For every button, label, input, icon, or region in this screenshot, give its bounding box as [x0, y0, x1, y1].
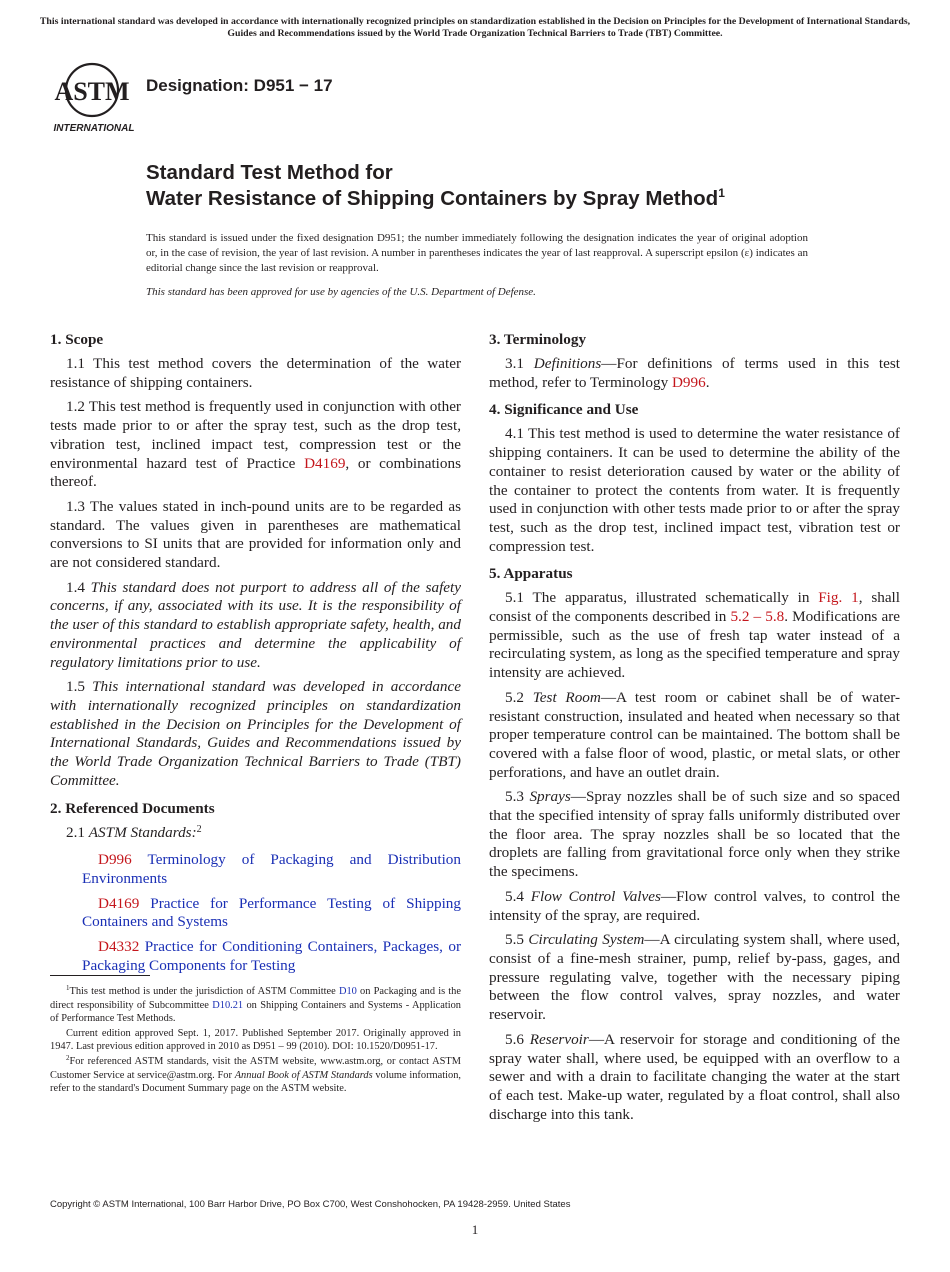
header-notice: This international standard was developed in accordance with internationally recognized principles on standardization established in the Decision on Principles for the Development of International Standards, Guides and Recommendations issued by the World Trade Organization Technical Barriers to Trade (TBT) Committee.	[39, 16, 911, 39]
reference-item	[50, 895, 461, 932]
para-5-2: 5.2 Test Room—A test room or cabinet shall be of water-resistant construction, insulated and heated when necessary so that proper temperature control can be maintained. The bottom shall be covered with a false floor of wood, plastic, or metal slats, or other perforations, and have an outlet drain.	[489, 688, 901, 781]
footnote-1-edition: Current edition approved Sept. 1, 2017. Published September 2017. Originally approved in 1947. Last previous edition approved in 2010 as D951 – 99 (2010). DOI: 10.1520/D0951-17.	[50, 1028, 461, 1052]
section-scope-heading: 1. Scope	[50, 331, 104, 348]
issue-note: This standard is issued under the fixed designation D951; the number immediately following the designation indicates the year of original adoption or, in the case of revision, the year of last revision. A number in parentheses indicates the year of last reapproval. A superscript epsilon (ε) indicates an editorial change since the last revision or reapproval.	[146, 232, 808, 274]
link-sections-5-2-5-8[interactable]: 5.2 – 5.8	[730, 608, 785, 626]
document-title	[146, 160, 866, 214]
para-5-5: 5.5 Circulating System—A circulating system shall, where used, consist of a fine-mesh strainer, pump, relief by-pass, gages, and pressure regulating valve, together with the necessary piping between the flow control valves, spray nozzles, and water reservoir.	[489, 931, 900, 1024]
astm-standards-label: 2.1 ASTM Standards:$^2$	[66, 824, 202, 842]
para-5-3: 5.3 Sprays—Spray nozzles shall be of such size and so spaced that the specified intensity of spray falls uniformly distributed over the floor area. The spray nozzles shall be so located that the droplets are falling from gravitational force only when they strike the specimens.	[489, 788, 900, 881]
title-footnote-mark[interactable]: 1	[718, 186, 725, 200]
page-number: 1	[471, 1222, 479, 1237]
left-column	[50, 330, 461, 981]
link-d4169[interactable]: D4169	[98, 894, 140, 912]
footnote-2: $^2$For referenced ASTM standards, visit the ASTM website, www.astm.org, or contact ASTM Customer Service at service@astm.org. For Annual Book of ASTM Standards volume information, refer to the standard's Document Summary page on the ASTM website.	[50, 1054, 461, 1094]
title-line-1: Standard Test Method for	[146, 161, 393, 184]
svg-text:ASTM: ASTM	[54, 77, 130, 106]
section-significance-heading: 4. Significance and Use	[489, 401, 639, 419]
para-5-4: 5.4 Flow Control Valves—Flow control valves, to control the intensity of the spray, are required.	[489, 887, 900, 924]
para-5-6: 5.6 Reservoir—A reservoir for storage and conditioning of the spray water shall, where used, be equipped with an overflow to a sewer and with a drain to facilitate changing the water at the start of each test. Make-up water, regulated by a float control, shall also discharge into this tank.	[489, 1030, 901, 1123]
link-d4332[interactable]: D4332	[98, 937, 140, 955]
para-1-4: 1.4 This standard does not purport to address all of the safety concerns, if any, associated with its use. It is the responsibility of the user of this standard to establish appropriate safety, health, and environmental practices and determine the applicability of regulatory limitations prior to use.	[50, 578, 462, 671]
reference-item	[50, 851, 461, 888]
reference-title[interactable]: Practice for Performance Testing of Shipping Containers and Systems	[82, 894, 461, 931]
footnote-divider	[50, 975, 150, 976]
designation: Designation: D951 − 17	[146, 76, 333, 95]
link-d10[interactable]: D10	[338, 986, 357, 997]
section-apparatus-heading: 5. Apparatus	[489, 565, 573, 583]
approved-note: This standard has been approved for use by agencies of the U.S. Department of Defense.	[146, 286, 536, 298]
para-3-1: 3.1 Definitions—For definitions of terms used in this test method, refer to Terminology D996.	[489, 355, 901, 391]
link-fig-1[interactable]: Fig. 1	[818, 589, 859, 607]
para-1-5: 1.5 This international standard was developed in accordance with internationally recognized principles on standardization established in the Decision on Principles for the Development of International Standards, Guides and Recommendations issued by the World Trade Organization Technical Barriers to Trade (TBT) Committee.	[50, 678, 462, 789]
footnote-1: $^1$This test method is under the jurisdiction of ASTM Committee D10 on Packaging and is the direct responsibility of Subcommittee D10.21 on Shipping Containers and Systems - Application of Performance Test Methods.	[50, 984, 461, 1024]
section-terminology-heading: 3. Terminology	[489, 331, 587, 348]
astm-logo	[52, 58, 136, 134]
svg-text:INTERNATIONAL: INTERNATIONAL	[53, 123, 135, 134]
para-4-1: 4.1 This test method is used to determine the water resistance of shipping containers. It can be used to determine the ability of the container to resist deterioration caused by water or the ability of the container to protect the contents from water. It is frequently used in conjunction with other tests made prior to or after the spray test, such as the drop test, inclined impact test, vibration test or compression test.	[489, 425, 900, 555]
link-d996[interactable]: D996	[671, 373, 706, 391]
para-1-3: 1.3 The values stated in inch-pound units are to be regarded as standard. The values given in parentheses are mathematical conversions to SI units that are provided for information only and are not considered standard.	[50, 497, 461, 572]
reference-title[interactable]: Terminology of Packaging and Distribution Environments	[82, 851, 461, 887]
link-d996[interactable]: D996	[98, 851, 132, 869]
right-column	[489, 330, 900, 1130]
link-d10-21[interactable]: D10.21	[212, 1000, 244, 1011]
para-5-1: 5.1 The apparatus, illustrated schematically in Fig. 1, shall consist of the components described in 5.2 – 5.8. Modifications are permissible, such as the use of fresh tap water instead of a recirculating system, as long as the specified temperature and spray intensity are achieved.	[489, 589, 900, 682]
copyright: Copyright © ASTM International, 100 Barr Harbor Drive, PO Box C700, West Conshohocken, PA 19428-2959. United States	[50, 1199, 571, 1210]
para-1-1: 1.1 This test method covers the determination of the water resistance of shipping containers.	[50, 355, 461, 391]
reference-title[interactable]: Practice for Conditioning Containers, Packages, or Packaging Components for Testing	[82, 937, 461, 974]
reference-item	[50, 938, 461, 975]
section-references-heading: 2. Referenced Documents	[50, 800, 215, 818]
title-line-2: Water Resistance of Shipping Containers by Spray Method$^1$	[146, 186, 725, 210]
para-1-2: 1.2 This test method is frequently used in conjunction with other tests made prior to or after the spray test, such as the drop test, vibration test, inclined impact test, compression test or the environmental hazard test of Practice D4169, or combinations thereof.	[50, 398, 461, 491]
footnotes	[50, 985, 461, 1097]
link-d4169[interactable]: D4169	[304, 454, 346, 472]
